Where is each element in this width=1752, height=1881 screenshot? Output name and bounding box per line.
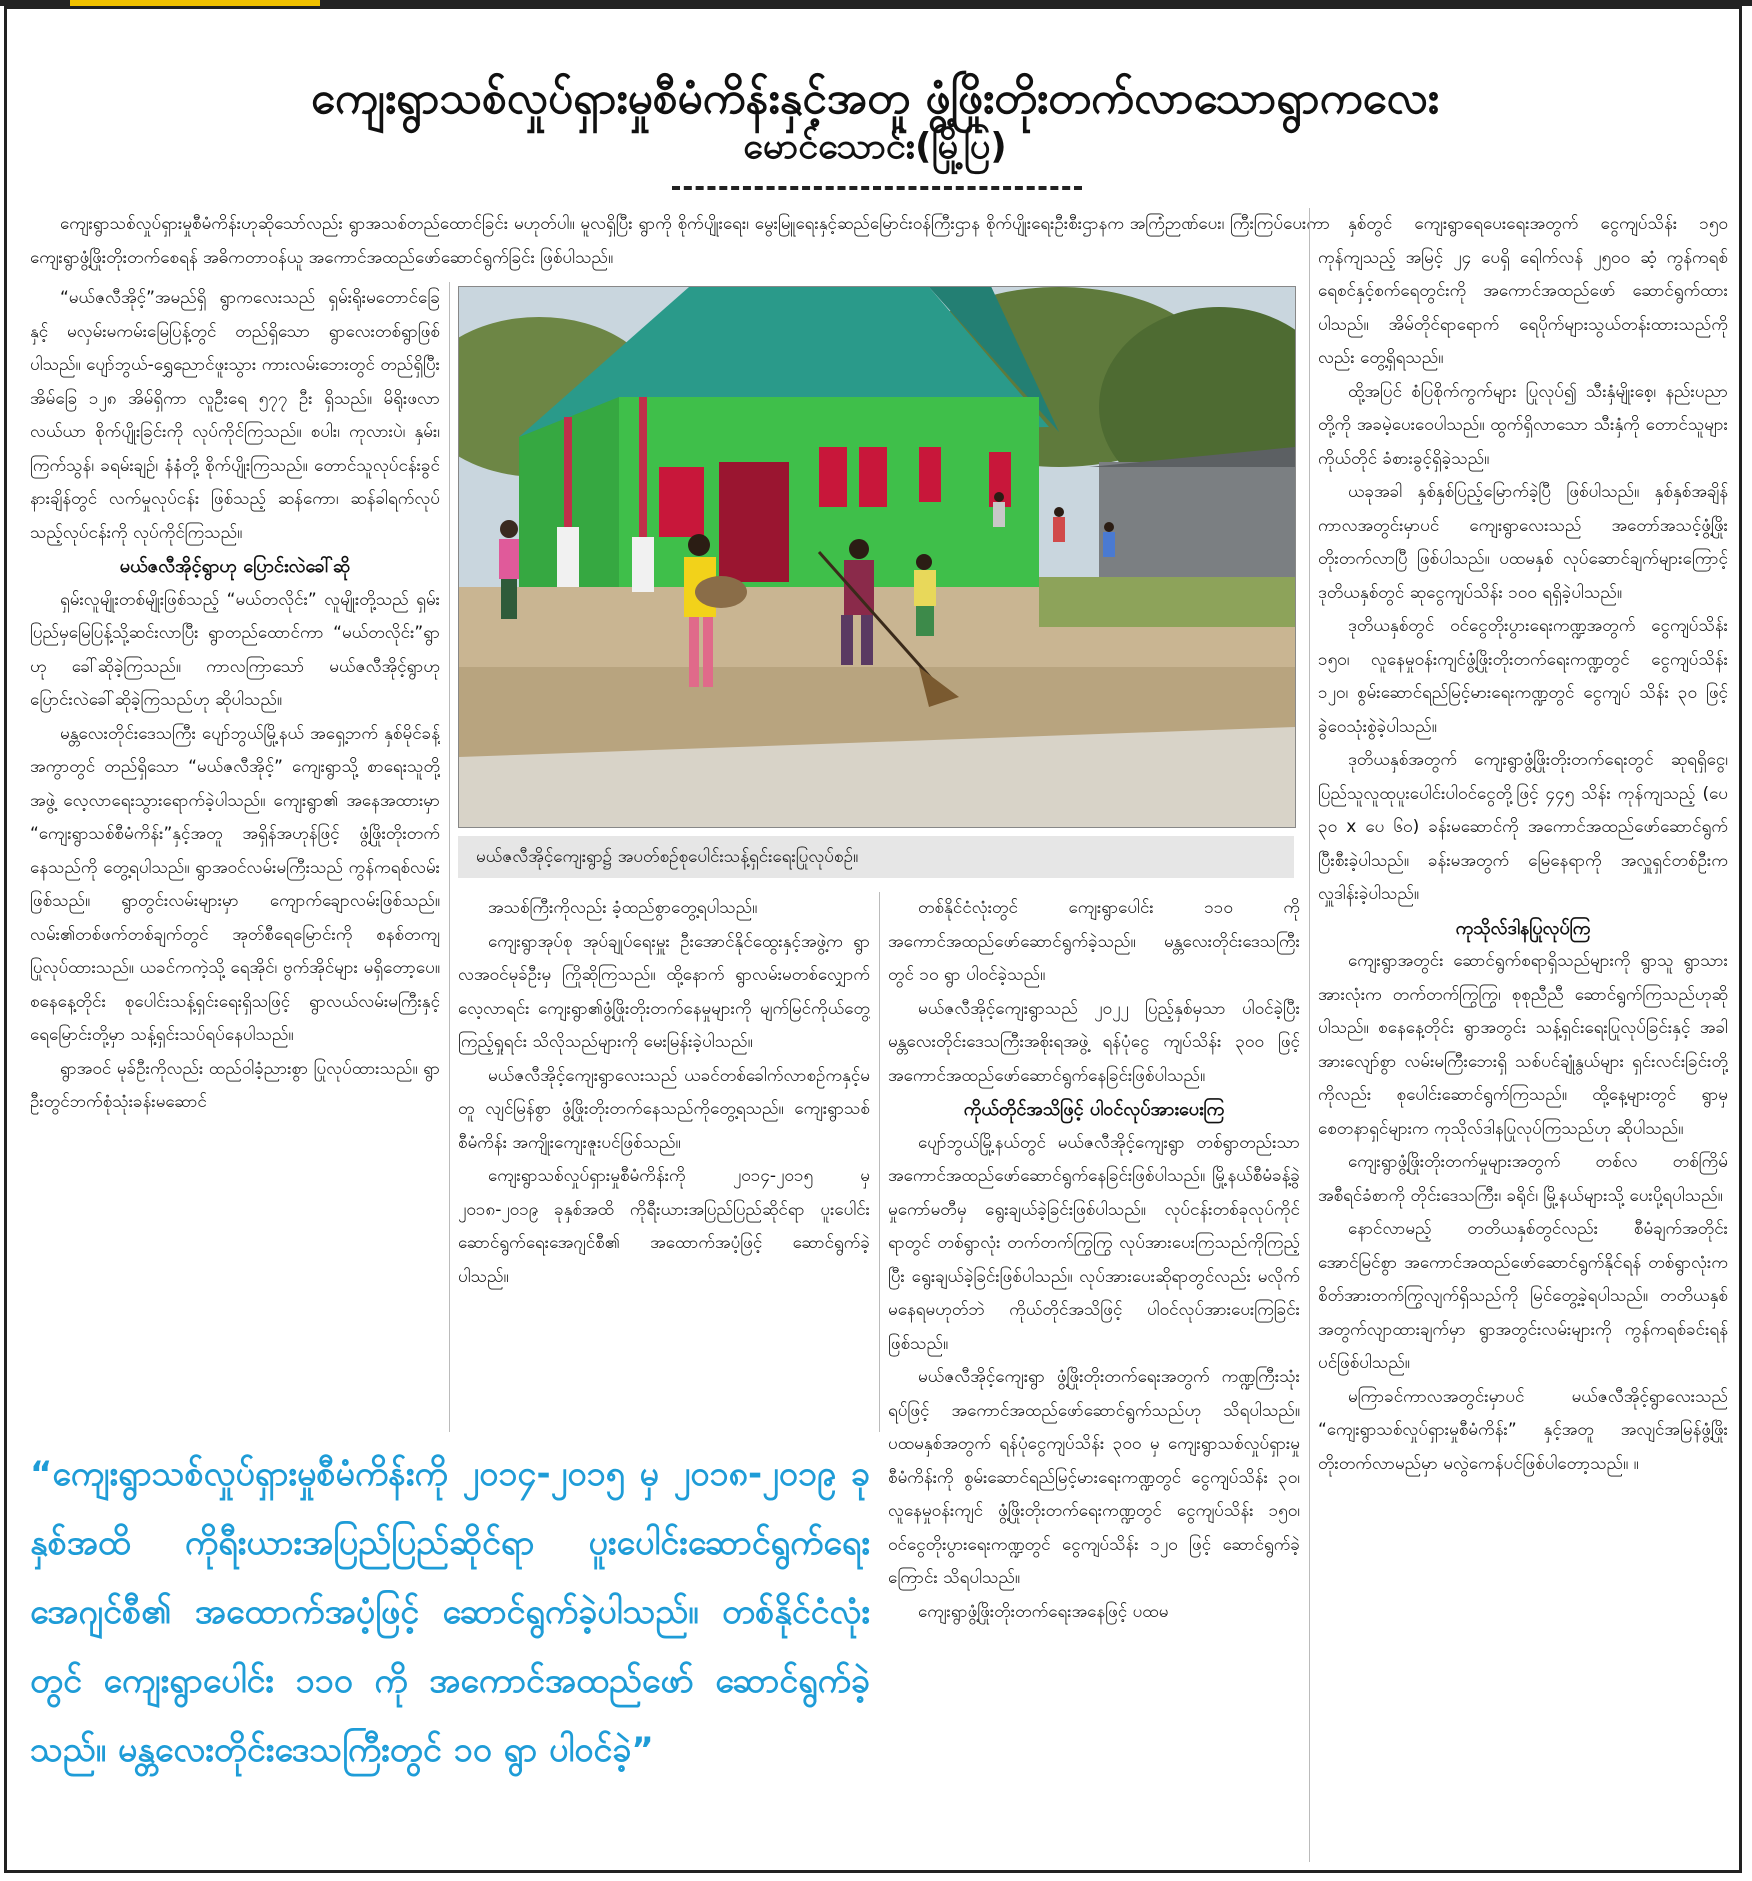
paragraph: အသစ်ကြီးကိုလည်း ခံ့ထည်စွာတွေ့ရပါသည်။: [488, 898, 758, 918]
column-divider: [1309, 208, 1310, 1862]
paragraph: မယ်ဇလီအိုင့်ကျေးရွာ ဖွံ့ဖြိုးတိုးတက်ရေးအတွက် ကဏ္ဍကြီးသုံးရပ်ဖြင့် အကောင်အထည်ဖော်ဆောင်ရွက်သည်ဟု သိရပါသည်။ ပထမနှစ်အတွက် ရန်ပုံငွေကျပ်သိန်း ၃၀၀ မှ ကျေးရွာသစ်လှုပ်ရှားမှုစီမံကိန်းကို စွမ်းဆောင်ရည်မြင့်မားရေးကဏ္ဍတွင် ငွေကျပ်သိန်း ၃၀၊ လူနေမှုဝန်းကျင် ဖွံ့ဖြိုးတိုးတက်ရေးကဏ္ဍတွင် ငွေကျပ်သိန်း ၁၅၀၊ ဝင်ငွေတိုးပွားရေးကဏ္ဍတွင် ငွေကျပ်သိန်း ၁၂၀ ဖြင့် ဆောင်ရွက်ခဲ့ကြောင်း သိရပါသည်။: [888, 1367, 1300, 1588]
paragraph: မယ်ဇလီအိုင့်ကျေးရွာသည် ၂၀၂၂ ပြည့်နှစ်မှသာ ပါဝင်ခဲ့ပြီး မန္တလေးတိုင်းဒေသကြီးအစိုးရအဖွဲ့ ရန်ပုံငွေ ကျပ်သိန်း ၃၀၀ ဖြင့် အကောင်အထည်ဖော်ဆောင်ရွက်နေခြင်းဖြစ်ပါသည်။: [888, 998, 1300, 1086]
paragraph: ကျေးရွာဖွံ့ဖြိုးတိုးတက်မှုများအတွက် တစ်လ တစ်ကြိမ် အစီရင်ခံစာကို တိုင်းဒေသကြီး၊ ခရိုင်၊ မြို့နယ်များသို့ ပေးပို့ရပါသည်။: [1318, 1152, 1728, 1206]
paragraph: ပျော်ဘွယ်မြို့နယ်တွင် မယ်ဇလီအိုင့်ကျေးရွာ တစ်ရွာတည်းသာအကောင်အထည်ဖော်ဆောင်ရွက်နေခြင်းဖြစ်ပါသည်။ မြို့နယ်စီမံခန့်ခွဲမှုကော်မတီမှ ရွေးချယ်ခဲ့ခြင်းဖြစ်ပါသည်။ လုပ်ငန်းတစ်ခုလုပ်ကိုင်ရာတွင် တစ်ရွာလုံး တက်တက်ကြွကြွ လုပ်အားပေးကြသည်ကိုကြည့်ပြီး ရွေးချယ်ခဲ့ခြင်းဖြစ်ပါသည်။ လုပ်အားပေးဆိုရာတွင်လည်း မလိုက်မနေရမဟုတ်ဘဲ ကိုယ်တိုင်အသိဖြင့် ပါဝင်လုပ်အားပေးကြခြင်းဖြစ်သည်။: [888, 1132, 1300, 1354]
subheading: ကုသိုလ်ဒါနပြုလုပ်ကြ: [1455, 917, 1591, 939]
paragraph: ထို့အပြင် စံပြစိုက်ကွက်များ ပြုလုပ်၍ သီးနှံမျိုးစေ့၊ နည်းပညာတို့ကို အခမဲ့ပေးဝေပါသည်။ ထွက်ရှိလာသော သီးနှံကို တောင်သူများကိုယ်တိုင် ခံစားခွင့်ရှိခဲ့သည်။: [1318, 381, 1728, 469]
paragraph: နောင်လာမည့် တတိယနှစ်တွင်လည်း စီမံချက်အတိုင်း အောင်မြင်စွာ အကောင်အထည်ဖော်ဆောင်ရွက်နိုင်ရန် တစ်ရွာလုံးက စိတ်အားတက်ကြွလျက်ရှိသည်ကို မြင်တွေ့ခဲ့ရပါသည်။ တတိယနှစ်အတွက်လျာထားချက်မှာ ရွာအတွင်းလမ်းများကို ကွန်ကရစ်ခင်းရန်ပင်ဖြစ်ပါသည်။: [1318, 1219, 1728, 1373]
column-2: [458, 892, 870, 1432]
village-hall-photo: [459, 287, 1295, 827]
paragraph: ဒုတိယနှစ်အတွက် ကျေးရွာဖွံ့ဖြိုးတိုးတက်ရေးတွင် ဆုရရှိငွေ၊ ပြည်သူလူထုပူးပေါင်းပါဝင်ငွေတို့ဖြင့် ၄၄၅ သိန်း ကုန်ကျသည့် (ပေ ၃၀ x ပေ ၆၀) ခန်းမဆောင်ကို အကောင်အထည်ဖော်ဆောင်ရွက်ပြီးစီးခဲ့ပါသည်။ ခန်းမအတွက် မြေနေရာကို အလှူရှင်တစ်ဦးက လှူဒါန်းခဲ့ပါသည်။: [1318, 750, 1728, 904]
pull-quote: “ကျေးရွာသစ်လှုပ်ရှားမှုစီမံကိန်းကို ၂၀၁၄-၂၀၁၅ မှ ၂၀၁၈-၂၀၁၉ ခုနှစ်အထိ ကိုရီးယားအပြည်ပြည်ဆိုင်ရာ ပူးပေါင်းဆောင်ရွက်ရေးအေဂျင်စီ၏ အထောက်အပံ့ဖြင့် ဆောင်ရွက်ခဲ့ပါသည်။ တစ်နိုင်ငံလုံးတွင် ကျေးရွာပေါင်း ၁၁၀ ကို အကောင်အထည်ဖော် ဆောင်ရွက်ခဲ့သည်။ မန္တလေးတိုင်းဒေသကြီးတွင် ၁၀ ရွာ ပါဝင်ခဲ့”: [30, 1454, 870, 1770]
column-4: [1318, 208, 1728, 1862]
paragraph: ရှမ်းလူမျိုးတစ်မျိုးဖြစ်သည့် “မယ်တလိုင်း” လူမျိုးတို့သည် ရှမ်းပြည်မှမြေပြန့်သို့ဆင်းလာပြီး ရွာတည်ထောင်ကာ “မယ်တလိုင်း”ရွာဟု ခေါ်ဆိုခဲ့ကြသည်။ ကာလကြာသော် မယ်ဇလီအိုင့်ရွာဟု ပြောင်းလဲခေါ်ဆိုခဲ့ကြသည်ဟု ဆိုပါသည်။: [30, 589, 440, 710]
paragraph: “မယ်ဇလီအိုင့်”အမည်ရှိ ရွာကလေးသည် ရှမ်းရိုးမတောင်ခြေနှင့် မလှမ်းမကမ်းမြေပြန့်တွင် တည်ရှိသော ရွာလေးတစ်ရွာဖြစ်ပါသည်။ ပျော်ဘွယ်-ရွှေညောင်ဖူးသွား ကားလမ်းဘေးတွင် တည်ရှိပြီး အိမ်ခြေ ၁၂၈ အိမ်ရှိကာ လူဦးရေ ၅၇၇ ဦး ရှိသည်။ မိရိုးဖလာလယ်ယာ စိုက်ပျိုးခြင်းကို လုပ်ကိုင်ကြသည်။ စပါး၊ ကုလားပဲ၊ နှမ်း၊ ကြက်သွန်၊ ခရမ်းချဉ်၊ နံနံတို့ စိုက်ပျိုးကြသည်။ တောင်သူလုပ်ငန်းခွင်နားချိန်တွင် လက်မှုလုပ်ငန်း ဖြစ်သည့် ဆန်ကော၊ ဆန်ခါရက်လုပ်သည့်လုပ်ငန်းကို လုပ်ကိုင်ကြသည်။: [30, 288, 440, 543]
lead-text: ကျေးရွာသစ်လှုပ်ရှားမှုစီမံကိန်းဟုဆိုသော်လည်း ရွာအသစ်တည်ထောင်ခြင်း မဟုတ်ပါ။ မူလရှိပြီး ရွာကို စိုက်ပျိုးရေး၊ မွေးမြူရေးနှင့်ဆည်မြောင်းဝန်ကြီးဌာန စိုက်ပျိုးရေးဦးစီးဌာနက အကြံဉာဏ်ပေး၊ ကြီးကြပ်ပေးကာ ကျေးရွာဖွံ့ဖြိုးတိုးတက်စေရန် အဓိကတာဝန်ယူ အကောင်အထည်ဖော်ဆောင်ရွက်ခြင်း ဖြစ်ပါသည်။: [30, 214, 1330, 268]
paragraph: ကျေးရွာအုပ်စု အုပ်ချုပ်ရေးမှူး ဦးအောင်နိုင်ထွေးနှင့်အဖွဲ့က ရွာလအဝင်မုခ်ဦးမှ ကြိုဆိုကြသည်။ ထို့နောက် ရွာလမ်းမတစ်လျှောက် လေ့လာရင်း ကျေးရွာ၏ဖွံ့ဖြိုးတိုးတက်နေမှုများကို မျက်မြင်ကိုယ်တွေ့ ကြည့်ရှုရင်း သိလိုသည်များကို မေးမြန်းခဲ့ပါသည်။: [458, 931, 870, 1052]
paragraph: မန္တလေးတိုင်းဒေသကြီး ပျော်ဘွယ်မြို့နယ် အရှေ့ဘက် နှစ်မိုင်ခန့်အကွာတွင် တည်ရှိသော “မယ်ဇလီအိုင့်” ကျေးရွာသို့ စာရေးသူတို့အဖွဲ့ လေ့လာရေးသွားရောက်ခဲ့ပါသည်။ ကျေးရွာ၏ အနေအထားမှာ “ကျေးရွာသစ်စီမံကိန်း”နှင့်အတူ အရှိန်အဟုန်ဖြင့် ဖွံ့ဖြိုးတိုးတက်နေသည်ကို တွေ့ရပါသည်။ ရွာအဝင်လမ်းမကြီးသည် ကွန်ကရစ်လမ်းဖြစ်သည်။ ရွာတွင်းလမ်းများမှာ ကျောက်ချောလမ်းဖြစ်သည်။ လမ်း၏တစ်ဖက်တစ်ချက်တွင် အုတ်စီရေမြောင်းကို စနစ်တကျပြုလုပ်ထားသည်။ ယခင်ကကဲ့သို့ ရေအိုင်၊ ဗွက်အိုင်များ မရှိတော့ပေ။ စနေနေ့တိုင်း စုပေါင်းသန့်ရှင်းရေးရှိသဖြင့် ရွာလယ်လမ်းမကြီးနှင့် ရေမြောင်းတို့မှာ သန့်ရှင်းသပ်ရပ်နေပါသည်။: [30, 723, 440, 1045]
paragraph: ဒုတိယနှစ်တွင် ဝင်ငွေတိုးပွားရေးကဏ္ဍအတွက် ငွေကျပ်သိန်း ၁၅၀၊ လူနေမှုဝန်းကျင်ဖွံ့ဖြိုးတိုးတက်ရေးကဏ္ဍတွင် ငွေကျပ်သိန်း ၁၂၀၊ စွမ်းဆောင်ရည်မြင့်မားရေးကဏ္ဍတွင် ငွေကျပ် သိန်း ၃၀ ဖြင့် ခွဲဝေသုံးစွဲခဲ့ပါသည်။: [1318, 616, 1728, 737]
byline: မောင်သောင်း(မြို့ပြ): [743, 126, 1007, 167]
paragraph: ကျေးရွာအတွင်း ဆောင်ရွက်စရာရှိသည်များကို ရွာသူ ရွာသားအားလုံးက တက်တက်ကြွကြွ၊ စုစုညီညီ ဆောင်ရွက်ကြသည်ဟုဆိုပါသည်။ စနေနေ့တိုင်း ရွာအတွင်း သန့်ရှင်းရေးပြုလုပ်ခြင်းနှင့် အခါအားလျော်စွာ လမ်းမကြီးဘေးရှိ သစ်ပင်ချုံနွယ်များ ရှင်းလင်းခြင်းတို့ကိုလည်း စုပေါင်းဆောင်ရွက်ကြသည်။ ထို့နေ့များတွင် ရွာမှစေတနာရှင်များက ကုသိုလ်ဒါနပြုလုပ်ကြသည်ဟု ဆိုပါသည်။: [1318, 951, 1728, 1139]
lead-paragraph: [30, 208, 1330, 276]
paragraph: နှစ်တွင် ကျေးရွာရေပေးရေးအတွက် ငွေကျပ်သိန်း ၁၅၀ ကုန်ကျသည့် အမြင့် ၂၄ ပေရှိ ရေါက်လန် ၂၅၀၀ ဆံ့ ကွန်ကရစ်ရေစင်နှင့်စက်ရေတွင်းကို အကောင်အထည်ဖော် ဆောင်ရွက်ထားပါသည်။ အိမ်တိုင်ရာရောက် ရေပိုက်များသွယ်တန်းထားသည်ကိုလည်း တွေ့ရှိရသည်။: [1318, 214, 1728, 368]
photo-caption: မယ်ဇလီအိုင့်ကျေးရွာ၌ အပတ်စဉ်စုပေါင်းသန့်ရှင်းရေးပြုလုပ်စဉ်။: [458, 836, 1294, 878]
dashed-divider: [672, 186, 1082, 190]
column-divider: [879, 892, 880, 1432]
paragraph: ကျေးရွာဖွံ့ဖြိုးတိုးတက်ရေးအနေဖြင့် ပထမ: [918, 1601, 1169, 1622]
subheading: ကိုယ်တိုင်အသိဖြင့် ပါဝင်လုပ်အားပေးကြ: [963, 1099, 1225, 1120]
column-divider: [449, 282, 450, 1432]
article-photo: [458, 286, 1296, 828]
paragraph: မယ်ဇလီအိုင့်ကျေးရွာလေးသည် ယခင်တစ်ခေါက်လာစဉ်ကနှင့်မတူ လျင်မြန်စွာ ဖွံ့ဖြိုးတိုးတက်နေသည်ကိုတွေ့ရသည်။ ကျေးရွာသစ်စီမံကိန်း အကျိုးကျေးဇူးပင်ဖြစ်သည်။: [458, 1065, 870, 1153]
subheading: မယ်ဇလီအိုင့်ရွာဟု ပြောင်းလဲခေါ်ဆို: [119, 556, 351, 577]
paragraph: မကြာခင်ကာလအတွင်းမှာပင် မယ်ဇလီအိုင့်ရွာလေးသည် “ကျေးရွာသစ်လှုပ်ရှားမှုစီမံကိန်း” နှင့်အတူ အလျင်အမြန်ဖွံ့ဖြိုးတိုးတက်လာမည်မှာ မလွဲကေန်ပင်ဖြစ်ပါတော့သည်။ ။: [1318, 1386, 1728, 1474]
paragraph: ရွာအဝင် မုခ်ဦးကိုလည်း ထည်ဝါခံ့ညားစွာ ပြုလုပ်ထားသည်။ ရွာဦးတွင်ဘက်စုံသုံးခန်းမဆောင်: [30, 1058, 440, 1112]
paragraph: တစ်နိုင်ငံလုံးတွင် ကျေးရွာပေါင်း ၁၁၀ ကို အကောင်အထည်ဖော်ဆောင်ရွက်ခဲ့သည်။ မန္တလေးတိုင်းဒေသကြီးတွင် ၁၀ ရွာ ပါဝင်ခဲ့သည်။: [888, 898, 1300, 985]
column-3: [888, 892, 1300, 1862]
headline: ကျေးရွာသစ်လှုပ်ရှားမှုစီမံကိန်းနှင့်အတူ ဖွံ့ဖြိုးတိုးတက်လာသောရွာကလေး: [311, 73, 1439, 125]
paragraph: ယခုအခါ နှစ်နှစ်ပြည့်မြောက်ခဲ့ပြီ ဖြစ်ပါသည်။ နှစ်နှစ်အချိန်ကာလအတွင်းမှာပင် ကျေးရွာလေးသည် အတော်အသင့်ဖွံ့ဖြိုးတိုးတက်လာပြီ ဖြစ်ပါသည်။ ပထမနှစ် လုပ်ဆောင်ချက်များကြောင့် ဒုတိယနှစ်တွင် ဆုငွေကျပ်သိန်း ၁၀၀ ရရှိခဲ့ပါသည်။: [1318, 482, 1728, 603]
paragraph: ကျေးရွာသစ်လှုပ်ရှားမှုစီမံကိန်းကို ၂၀၁၄-၂၀၁၅ မှ ၂၀၁၈-၂၀၁၉ ခုနှစ်အထိ ကိုရီးယားအပြည်ပြည်ဆိုင်ရာ ပူးပေါင်းဆောင်ရွက်ရေးအေဂျင်စီ၏ အထောက်အပံ့ဖြင့် ဆောင်ရွက်ခဲ့ပါသည်။: [458, 1166, 870, 1287]
column-1: [30, 282, 440, 1432]
